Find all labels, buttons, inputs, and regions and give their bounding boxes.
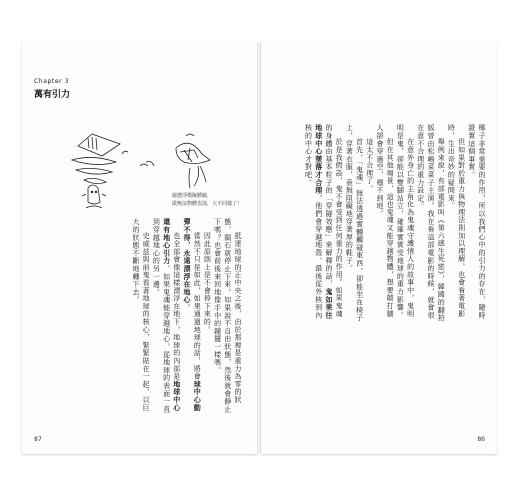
page-number-left: 87 bbox=[34, 436, 42, 443]
text-run: 這太不合理了。 bbox=[365, 138, 374, 193]
paragraph bbox=[212, 218, 243, 418]
chapter-label: Chapter 3 bbox=[34, 78, 70, 85]
paragraph bbox=[151, 218, 182, 418]
paragraph bbox=[182, 218, 202, 418]
caption-line: 磁懸浮模擬體驗， bbox=[172, 193, 213, 199]
text-run: 下嗎？也會前後來回地像手中的鐘擺一樣嗎。 bbox=[213, 218, 222, 374]
right-page bbox=[261, 42, 497, 454]
paragraph bbox=[416, 124, 447, 324]
illustration-caption bbox=[172, 192, 252, 208]
text-run: 也全部會像這樣漂浮在地下，地球的內部是 bbox=[172, 232, 181, 381]
paragraph bbox=[375, 124, 395, 324]
text-run: 史威兹與前鬼看著地球的核心，緊緊貼在一起，以巨大的狀態不斷地轉下去。 bbox=[131, 218, 151, 412]
caption-line: 做無法物體表演，大不同樣了！ bbox=[172, 201, 243, 207]
paragraph bbox=[344, 124, 364, 324]
text-run: 首先，「鬼魂」無法透過實體觸碰東西，卻能坐在椅子上，穿著衣服，竟無阻礙地穿著厚的鞋子。 bbox=[345, 124, 364, 322]
paragraph bbox=[202, 218, 212, 418]
chapter-title: 萬有引力 bbox=[34, 90, 71, 100]
text-run: 舉例來說，有部電影叫《第六感生死戀》，韓國的翻拍版曾由松嶋菜菜子主演。我在看這部電影的時候，就會很在意不合理的重力設定。 bbox=[416, 124, 446, 322]
emphasized-text: 地球中心還有地心引力 bbox=[162, 218, 182, 412]
left-page bbox=[22, 42, 257, 454]
text-run: 。 bbox=[182, 303, 191, 312]
ghost-with-planet-illustration bbox=[154, 126, 224, 196]
text-run: 抵達地球的正中央之後，由於那裡是重力為零的狀態，隕石就停止下來。如果說不自由狀態，然後就會靜止 bbox=[223, 218, 242, 413]
paragraph bbox=[365, 124, 375, 324]
paragraph bbox=[467, 124, 487, 324]
text-run: 但如果對於重力與物理法則加以理解，也會看著電影時，生出奇妙的疑問來。 bbox=[447, 124, 466, 318]
text-run: 於是我假設，鬼不會受到任何重力的作用。如果鬼魂的身體由基本粒子的「穿隧效應」來解釋的話， bbox=[324, 124, 344, 318]
right-body-text bbox=[271, 124, 487, 324]
paragraph bbox=[303, 124, 344, 324]
paragraph bbox=[395, 124, 415, 324]
left-body-text bbox=[111, 218, 243, 418]
paragraph bbox=[446, 124, 466, 324]
text-run: ，他們會穿越地殼，最後從外核到內核的中心才對吧。 bbox=[304, 124, 323, 320]
emphasized-text: 鬼如果往地球中心墜落才合理 bbox=[314, 124, 334, 320]
page-number-right: 86 bbox=[477, 436, 485, 443]
text-run: 但在其他場景，這也鬼魂又能穿越物體，想要敲打牆人卻會穿過空，穩不到地。 bbox=[375, 124, 395, 318]
text-run: 因此原則上是不會停下來的。 bbox=[203, 232, 212, 334]
emphasized-text: 球中心動彈不得，永遠漂浮在地心 bbox=[182, 218, 203, 412]
text-run: 椰子非常重要的作用，所以我們心中的引力的存在，隨時證實這個事實。 bbox=[467, 124, 486, 319]
paragraph bbox=[131, 218, 151, 418]
ghost-falling-through-earth-illustration bbox=[62, 130, 167, 215]
text-run: 在意外身亡的主角化為鬼魂守護情人的故事中，鬼明明是鬼，卻能以雙腳站立，確確實實受地球的重力影響。 bbox=[396, 124, 415, 319]
text-run: ，如果鬼魂能穿越地心，從地球的表面一直到穿越地心的另一邊。 bbox=[152, 218, 171, 414]
text-run: 當然不只是如此，如果通過地球的話，將會 bbox=[193, 232, 202, 381]
